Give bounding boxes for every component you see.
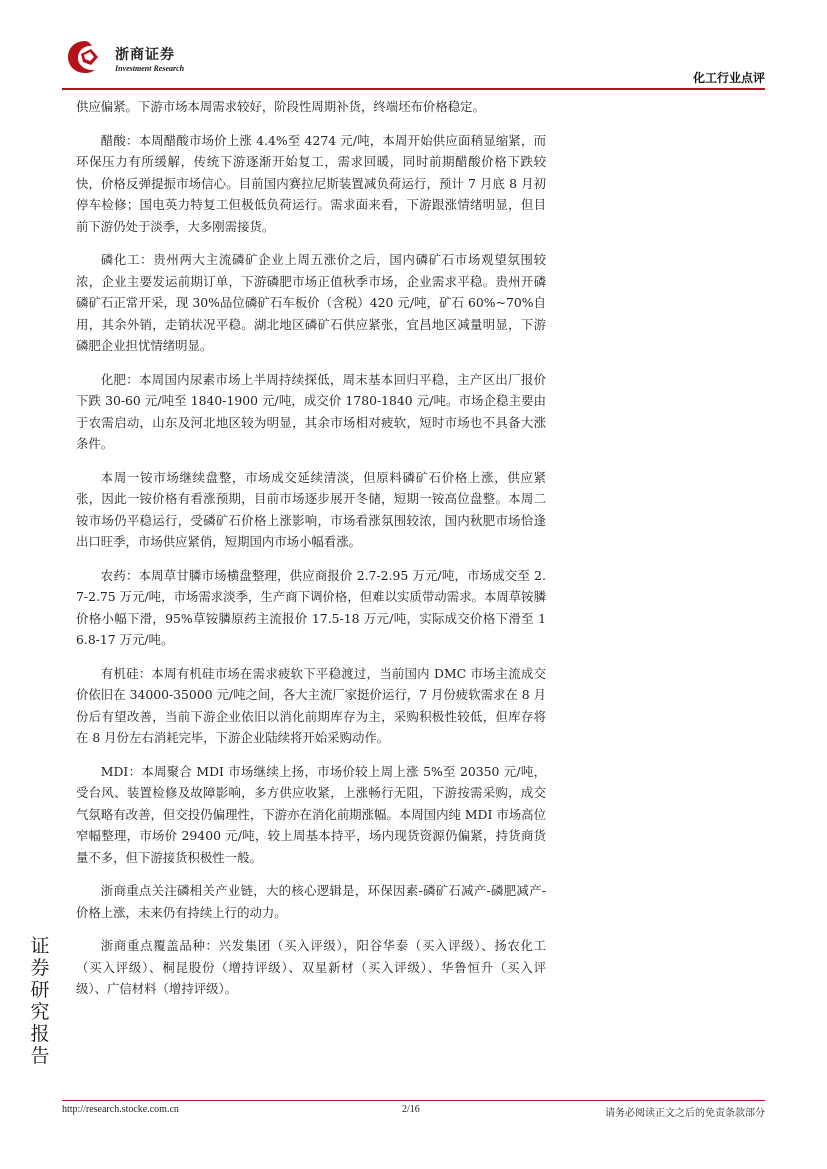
header-divider xyxy=(62,88,765,90)
side-label-char: 证 xyxy=(30,935,50,957)
paragraph-fertilizer-urea: 化肥：本周国内尿素市场上半周持续探低，周末基本回归平稳，主产区出厂报价下跌 30-60 元/吨至 1840-1900 元/吨，成交价 1780-1840 元/吨。市场企稳主要由于农需启动，山东及河北地区较为明显，其余市场相对疲软，短时市场也不具备大涨条件。 xyxy=(76,371,546,451)
paragraph-fertilizer-ammonium-phosphate: 本周一铵市场继续盘整，市场成交延续清淡，但原料磷矿石价格上涨，供应紧张，因此一铵价格有看涨预期，目前市场逐步展开冬储，短期一铵高位盘整。本周二铵市场仍平稳运行，受磷矿石价格上涨影响，市场看涨氛围较浓，国内秋肥市场恰逢出口旺季，市场供应紧俏，短期国内市场小幅看涨。 xyxy=(76,469,546,549)
paragraph-acetic-acid: 醋酸：本周醋酸市场价上涨 4.4%至 4274 元/吨，本周开始供应面稍显缩紧，而环保压力有所缓解，传统下游逐渐开始复工，需求回暖，同时前期醋酸价格下跌较快，价格反弹提振市场信心。目前国内赛拉尼斯装置减负荷运行，预计 7 月底 8 月初停车检修；国电英力特复工但极低负荷运行。需求面来看，下游跟涨情绪明显，但目前下游仍处于淡季，大多刚需接货。 xyxy=(76,132,546,234)
paragraph-pesticides: 农药：本周草甘膦市场横盘整理，供应商报价 2.7-2.95 万元/吨，市场成交至 2.7-2.75 万元/吨，市场需求淡季，生产商下调价格，但难以实质带动需求。本周草铵膦价格小幅下滑，95%草铵膦原药主流报价 17.5-18 万元/吨，实际成交价格下滑至 16.8-17 万元/吨。 xyxy=(76,567,546,647)
paragraph-coverage-stocks: 浙商重点覆盖品种：兴发集团（买入评级），阳谷华泰（买入评级）、扬农化工（买入评级）、桐昆股份（增持评级）、双星新材（买入评级）、华鲁恒升（买入评级）、广信材料（增持评级）。 xyxy=(76,938,546,996)
side-label-char: 告 xyxy=(30,1045,50,1067)
page-number: 2/16 xyxy=(402,1104,420,1115)
paragraph-organosilicon: 有机硅：本周有机硅市场在需求疲软下平稳渡过，当前国内 DMC 市场主流成交价依旧在 34000-35000 元/吨之间，各大主流厂家挺价运行，7 月份疲软需求在 8 月份后有望改善，当前下游企业依旧以消化前期库存为主，采购积极性较低，但库存将在 8 月份左右消耗完毕，下游企业陆续将开始采购动作。 xyxy=(76,665,546,745)
footer-divider xyxy=(62,1100,765,1101)
side-label-char: 研 xyxy=(30,979,50,1001)
side-label-char: 究 xyxy=(30,1001,50,1023)
side-label-char: 券 xyxy=(30,957,50,979)
brand-logo-icon xyxy=(67,40,103,74)
paragraph-focus-phosphorus-chain: 浙商重点关注磷相关产业链，大的核心逻辑是，环保因素-磷矿石减产-磷肥减产-价格上涨，未来仍有持续上行的动力。 xyxy=(76,883,546,920)
side-label-char: 报 xyxy=(30,1023,50,1045)
brand-name-cn: 浙商证券 xyxy=(115,47,175,63)
brand-name-en: Investment Research xyxy=(115,64,185,73)
footer-website-link[interactable]: http://research.stocke.com.cn xyxy=(62,1104,179,1115)
paragraph-textile-supply: 供应偏紧。下游市场本周需求较好，阶段性周期补货，终端坯布价格稳定。 xyxy=(76,99,485,114)
page-header xyxy=(0,0,827,90)
report-type-label: 化工行业点评 xyxy=(692,71,765,85)
footer-disclaimer: 请务必阅读正文之后的免责条款部分 xyxy=(605,1108,765,1119)
paragraph-phosphorus-chemicals: 磷化工：贵州两大主流磷矿企业上周五涨价之后，国内磷矿石市场观望氛围较浓，企业主要发运前期订单，下游磷肥市场正值秋季市场，企业需求平稳。贵州开磷磷矿石正常开采，现 30%品位磷矿石车板价（含税）420 元/吨，矿石 60%~70%自用，其余外销，走销状况平稳。湖北地区磷矿石供应紧张，宜昌地区减量明显，下游磷肥企业担忧情绪明显。 xyxy=(76,252,546,353)
paragraph-mdi: MDI：本周聚合 MDI 市场继续上扬，市场价较上周上涨 5%至 20350 元/吨，受台风、装置检修及故障影响，多方供应收紧，上涨畅行无阻，下游按需采购，成交气氛略有改善，但交投仍偏理性，下游亦在消化前期涨幅。本周国内纯 MDI 市场高位窄幅整理，市场价 29400 元/吨，较上周基本持平，场内现货资源仍偏紧，持货商货量不多，但下游接货积极性一般。 xyxy=(76,763,546,865)
side-label-securities-research-report xyxy=(30,935,50,1067)
report-body xyxy=(76,96,546,1012)
